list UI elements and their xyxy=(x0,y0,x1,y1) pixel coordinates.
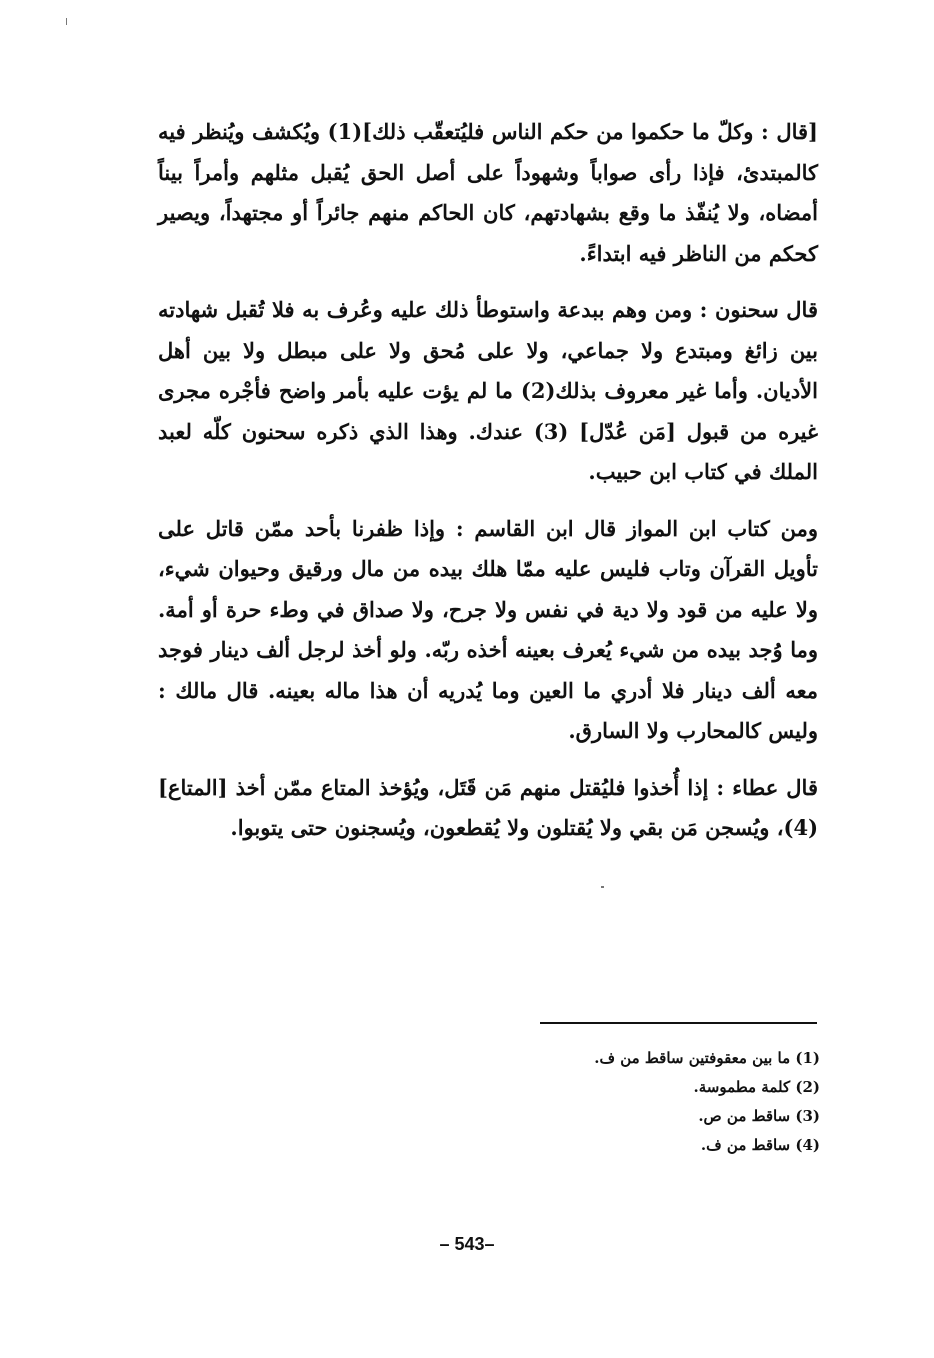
page-number: – 543– xyxy=(439,1234,495,1254)
paragraph-4-text: قال عطاء : إذا أُخذوا فليُقتل منهم مَن قَتَل، ويُؤخذ المتاع ممّن أخذ [المتاع](4)، ويُسجن مَن بقي ولا يُقتلون ولا يُقطعون، ويُسجنون حتى يتوبوا. xyxy=(158,774,818,840)
paragraph-3 xyxy=(158,509,818,752)
footnote-4: (4) ساقط من ف. xyxy=(700,1136,820,1154)
footnote-2: (2) كلمة مطموسة. xyxy=(693,1078,820,1096)
scan-speck xyxy=(601,886,604,888)
paragraph-2-text: قال سحنون : ومن وهم ببدعة واستوطأ ذلك عليه وعُرف به فلا تُقبل شهادته بين زائغ ومبتدع ولا جماعي، ولا على مُحق ولا على مبطل ولا بين أهل الأديان. وأما غير معروف بذلك(2) ما لم يؤت عليه بأمر واضح فأجْره مجرى غيره من قبول [مَن عُدّل] (3) عندك. وهذا الذي ذكره سحنون كلّه لعبد الملك في xyxy=(158,297,818,484)
paragraph-3-text: قال ابن القاسم : وإذا ظفرنا بأحد ممّن قاتل على تأويل القرآن وتاب فليس عليه ممّا هلك بيده من مال ورقيق وحيوان شيء، ولا عليه من قود ولا دية في نفس ولا جرح، ولا صداق في وطء حرة أو أمة. وما وُجد بيده من شيء يُعرف بعينه أخذه ربّه. ولو أخذ لرجل ألف دينار فوجد معه ألف دينار فلا أدري ما العين وما يُدريه أن هذا ماله بعينه. قال مالك : وليس كالمحارب ولا السارق. xyxy=(158,515,818,743)
footnote-1: (1) ما بين معقوفتين ساقط من ف. xyxy=(594,1049,820,1067)
paragraph-3-book-title: كتاب ابن المواز xyxy=(626,515,770,541)
footnote-3: (3) ساقط من ص. xyxy=(698,1107,820,1125)
page-body xyxy=(158,112,818,865)
footnote-separator xyxy=(540,1022,817,1024)
scan-speck xyxy=(66,18,67,25)
paragraph-3-prefix: ومن xyxy=(769,515,819,541)
paragraph-2-suffix: . xyxy=(588,459,596,484)
paragraph-1-text: [قال : وكلّ ما حكموا من حكم الناس فليُتعقّب ذلك](1) ويُكشف ويُنظر فيه كالمبتدئ، فإذا رأى صواباً وشهوداً على أصل الحق يُقبل مثلهم وأمراً بيناً أمضاه، ولا يُنفّذ ما وقع بشهادتهم، كان الحاكم منهم جائراً أو مجتهداً، ويصير كحكم من الناظر فيه ابتداءً. xyxy=(158,119,818,266)
paragraph-4 xyxy=(158,768,818,849)
paragraph-2-book-title: كتاب ابن حبيب xyxy=(595,459,727,484)
paragraph-1 xyxy=(158,112,818,274)
footnotes xyxy=(500,1044,820,1160)
paragraph-2 xyxy=(158,290,818,493)
